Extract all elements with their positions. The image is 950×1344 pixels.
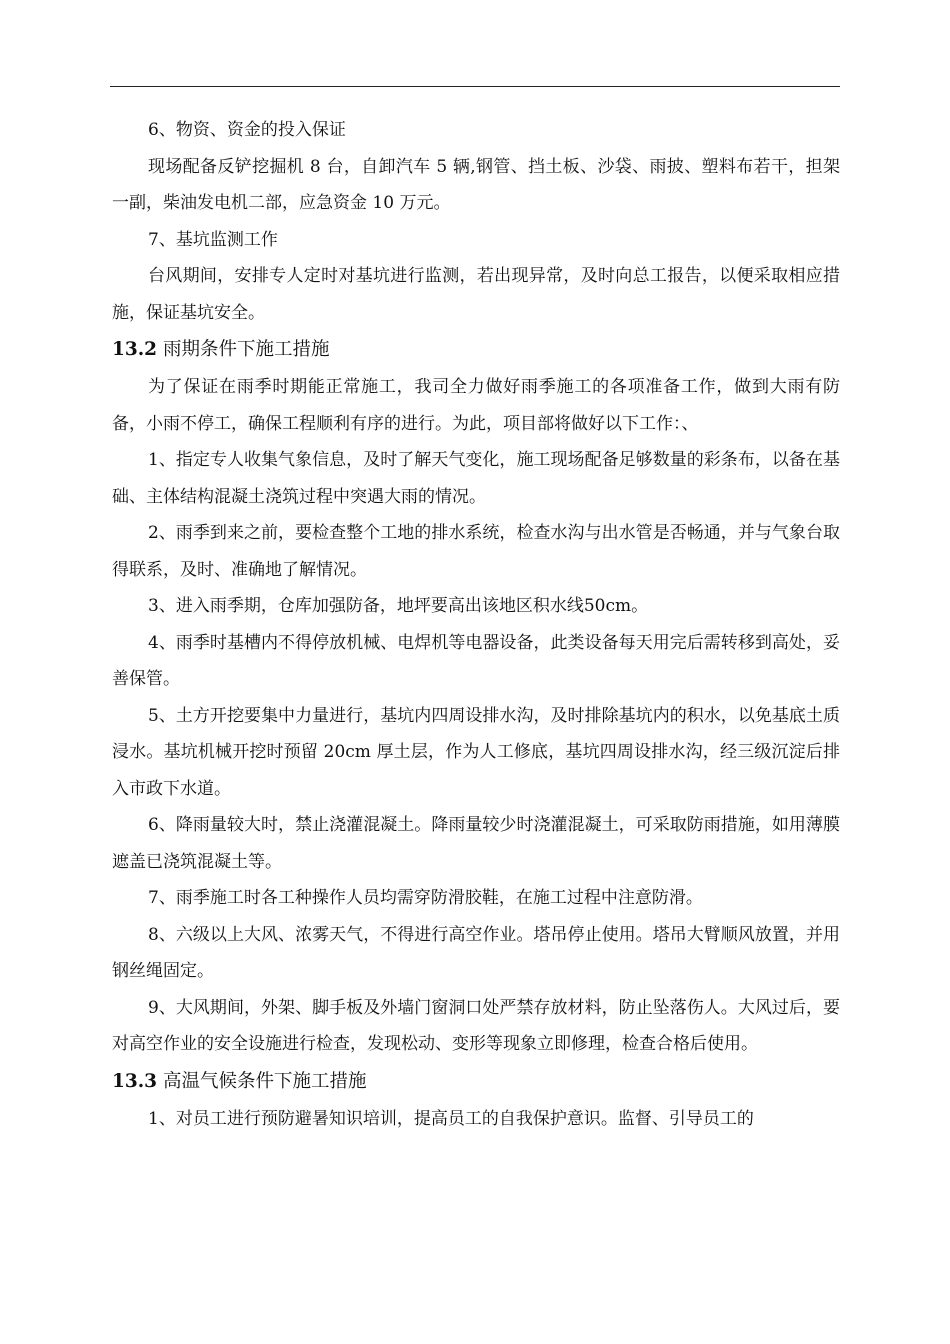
section-title: 雨期条件下施工措施 <box>162 339 330 360</box>
paragraph: 台风期间，安排专人定时对基坑进行监测，若出现异常，及时向总工报告，以便采取相应措施，保证基坑安全。 <box>112 266 840 323</box>
paragraph: 现场配备反铲挖掘机 8 台，自卸汽车 5 辆,钢管、挡土板、沙袋、雨披、塑料布若干，担架一副，柴油发电机二部，应急资金 10 万元。 <box>112 156 840 213</box>
section-heading <box>112 1063 840 1101</box>
paragraph: 3、进入雨季期，仓库加强防备，地坪要高出该地区积水线50cm。 <box>148 596 649 616</box>
paragraph: 为了保证在雨季时期能正常施工，我司全力做好雨季施工的各项准备工作，做到大雨有防备，小雨不停工，确保工程顺利有序的进行。为此，项目部将做好以下工作：、 <box>112 377 840 434</box>
paragraph: 1、指定专人收集气象信息，及时了解天气变化，施工现场配备足够数量的彩条布，以备在基础、主体结构混凝土浇筑过程中突遇大雨的情况。 <box>112 450 840 507</box>
document-body <box>112 112 840 1137</box>
paragraph: 4、雨季时基槽内不得停放机械、电焊机等电器设备，此类设备每天用完后需转移到高处，妥善保管。 <box>112 632 840 689</box>
section-heading <box>112 331 840 369</box>
paragraph: 6、降雨量较大时，禁止浇灌混凝土。降雨量较少时浇灌混凝土，可采取防雨措施，如用薄膜遮盖已浇筑混凝土等。 <box>112 815 840 872</box>
paragraph: 7、雨季施工时各工种操作人员均需穿防滑胶鞋，在施工过程中注意防滑。 <box>148 888 703 908</box>
section-title: 高温气候条件下施工措施 <box>162 1070 367 1092</box>
paragraph: 1、对员工进行预防避暑知识培训，提高员工的自我保护意识。监督、引导员工的 <box>148 1108 754 1129</box>
header-rule <box>110 86 840 87</box>
paragraph: 2、雨季到来之前，要检查整个工地的排水系统，检查水沟与出水管是否畅通，并与气象台取得联系，及时、准确地了解情况。 <box>112 523 840 580</box>
paragraph: 8、六级以上大风、浓雾天气，不得进行高空作业。塔吊停止使用。塔吊大臂顺风放置，并用钢丝绳固定。 <box>112 924 840 981</box>
section-number: 13.3 <box>112 1070 158 1092</box>
paragraph: 5、土方开挖要集中力量进行，基坑内四周设排水沟，及时排除基坑内的积水，以免基底土质浸水。基坑机械开挖时预留 20cm 厚土层，作为人工修底，基坑四周设排水沟，经三级沉淀后排入市政下水道。 <box>112 705 840 799</box>
section-number: 13.2 <box>112 339 158 360</box>
paragraph: 7、基坑监测工作 <box>148 229 278 250</box>
paragraph: 6、物资、资金的投入保证 <box>148 120 346 140</box>
paragraph: 9、大风期间，外架、脚手板及外墙门窗洞口处严禁存放材料，防止坠落伤人。大风过后，要对高空作业的安全设施进行检查，发现松动、变形等现象立即修理，检查合格后使用。 <box>112 997 840 1054</box>
